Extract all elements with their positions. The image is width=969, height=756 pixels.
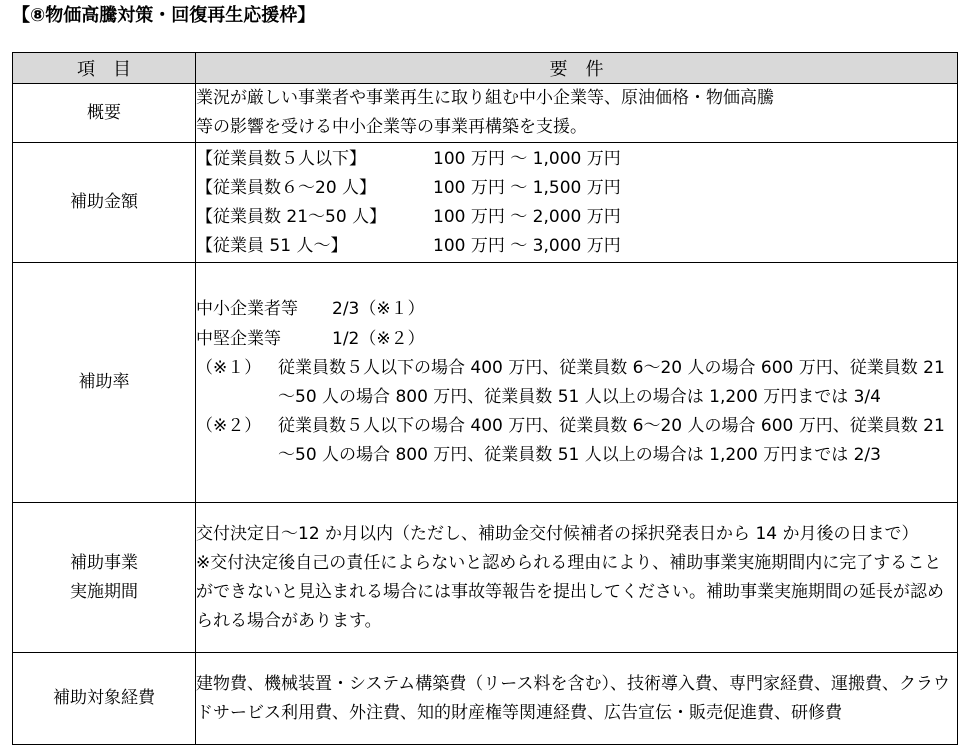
table-row-overview [13,84,958,143]
amount-item [196,203,957,232]
amount-category: 【従業員 51 人～】 [196,236,348,257]
header-requirement: 要 件 [196,53,958,84]
table-row-amount [13,143,958,263]
requirements-table [12,52,958,745]
table-row-period [13,503,958,653]
note-text: 従業員数５人以下の場合 400 万円、従業員数 6～20 人の場合 600 万円、従業員数 21～50 人の場合 800 万円、従業員数 51 人以上の場合は 1,200 万円までは 3/4 [278,357,945,407]
row-content-period [196,503,958,653]
rate-mid: 中堅企業等 1/2（※２） [196,328,425,349]
amount-category: 【従業員数６～20 人】 [196,177,377,198]
period-label-line: 実施期間 [70,581,138,602]
amount-item [196,174,957,203]
rate-note-2 [196,412,957,470]
amount-range: 100 万円 ～ 1,000 万円 [433,148,621,169]
row-content-overview [196,84,958,143]
row-content-expenses: 建物費、機械装置・システム構築費（リース料を含む）、技術導入費、専門家経費、運搬費、クラウドサービス利用費、外注費、知的財産権等関連経費、広告宣伝・販売促進費、研修費 [196,653,958,745]
row-label-rate: 補助率 [13,263,196,503]
note-text: 従業員数５人以下の場合 400 万円、従業員数 6～20 人の場合 600 万円、従業員数 21～50 人の場合 800 万円、従業員数 51 人以上の場合は 1,200 万円までは 2/3 [278,416,945,466]
amount-category: 【従業員数 21～50 人】 [196,206,387,227]
row-label-overview: 概要 [13,84,196,143]
note-mark: （※２） [196,416,262,437]
overview-line: 等の影響を受ける中小企業等の事業再構築を支援。 [196,117,587,138]
overview-line: 業況が厳しい事業者や事業再生に取り組む中小企業等、原油価格・物価高騰 [196,88,774,108]
section-title: 【⑧物価高騰対策・回復再生応援枠】 [12,5,316,26]
amount-range: 100 万円 ～ 2,000 万円 [433,206,621,227]
amount-range: 100 万円 ～ 1,500 万円 [433,177,621,198]
note-mark: （※１） [196,357,262,378]
amount-item [196,232,957,261]
rate-note-1 [196,354,957,412]
row-content-rate [196,263,958,503]
header-item: 項 目 [13,53,196,84]
period-note: ※交付決定後自己の責任によらないと認められる理由により、補助事業実施期間内に完了することができないと見込まれる場合には事故等報告を提出してください。補助事業実施期間の延長が認められる場合があります。 [196,552,944,632]
rate-sme: 中小企業者等 2/3（※１） [196,299,425,320]
amount-category: 【従業員数５人以下】 [196,148,366,169]
row-label-expenses: 補助対象経費 [13,653,196,745]
table-row-expenses [13,653,958,745]
table-row-rate [13,263,958,503]
row-label-amount: 補助金額 [13,143,196,263]
table-header-row [13,53,958,84]
row-label-period [13,503,196,653]
row-content-amount [196,143,958,263]
period-text: 交付決定日～12 か月以内（ただし、補助金交付候補者の採択発表日から 14 か月後の日まで） [196,523,919,544]
period-label-line: 補助事業 [70,552,138,573]
amount-range: 100 万円 ～ 3,000 万円 [433,236,621,257]
amount-item [196,145,957,174]
